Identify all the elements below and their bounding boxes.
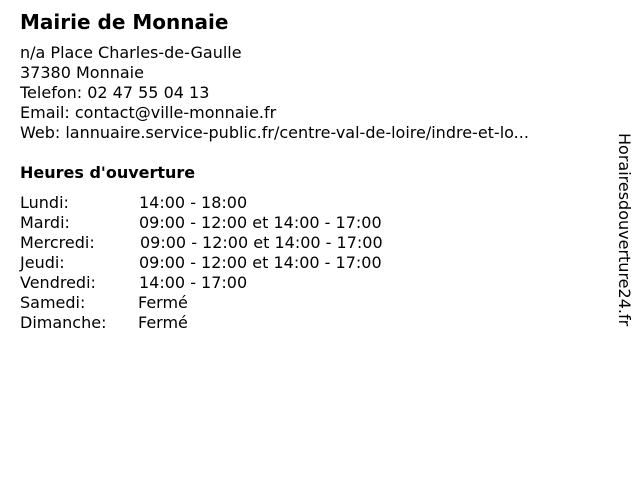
day-label: Jeudi: <box>20 253 65 272</box>
time-value: Fermé <box>138 293 188 312</box>
address-block <box>20 43 529 143</box>
time-value: 09:00 - 12:00 et 14:00 - 17:00 <box>140 233 383 252</box>
email-address: Email: contact@ville-monnaie.fr <box>20 103 277 122</box>
day-label: Mardi: <box>20 213 70 232</box>
time-value: 09:00 - 12:00 et 14:00 - 17:00 <box>139 253 382 272</box>
street-address: n/a Place Charles-de-Gaulle <box>20 43 242 62</box>
city-postcode: 37380 Monnaie <box>20 63 144 82</box>
time-value: 14:00 - 17:00 <box>139 273 248 292</box>
day-label: Dimanche: <box>20 313 107 332</box>
page-title: Mairie de Monnaie <box>20 10 229 34</box>
day-label: Mercredi: <box>20 233 95 252</box>
time-value: Fermé <box>138 313 188 332</box>
site-watermark: Horairesdouverture24.fr <box>615 133 634 327</box>
day-label: Lundi: <box>20 193 69 212</box>
day-label: Samedi: <box>20 293 86 312</box>
website-url: Web: lannuaire.service-public.fr/centre-val-de-loire/indre-et-lo... <box>20 123 529 142</box>
time-value: 14:00 - 18:00 <box>139 193 248 212</box>
hours-heading: Heures d'ouverture <box>20 163 196 182</box>
day-label: Vendredi: <box>20 273 96 292</box>
phone-number: Telefon: 02 47 55 04 13 <box>20 83 210 102</box>
time-value: 09:00 - 12:00 et 14:00 - 17:00 <box>139 213 382 232</box>
